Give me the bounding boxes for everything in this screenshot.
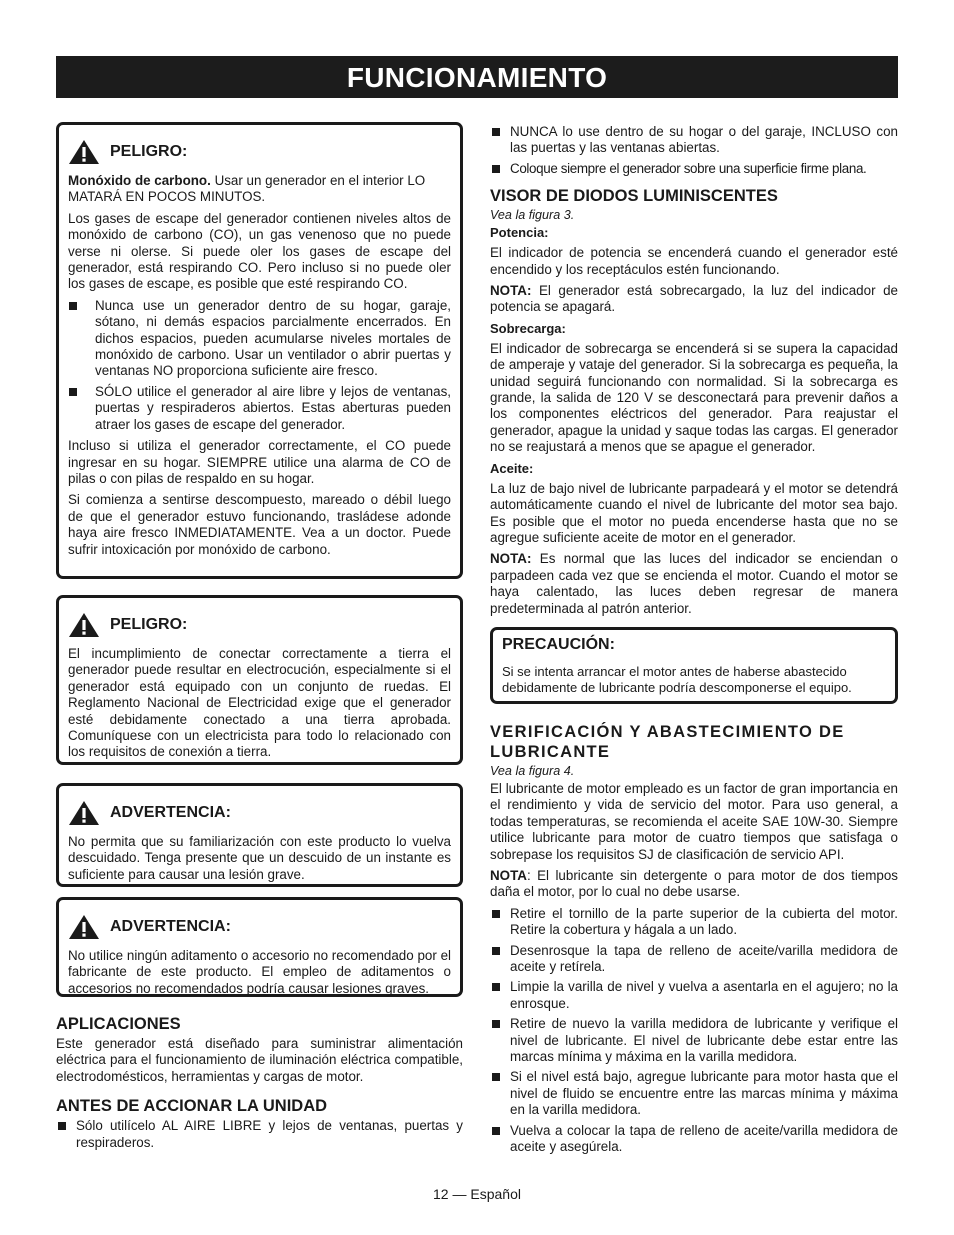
section-heading-before-operating: ANTES DE ACCIONAR LA UNIDAD <box>56 1097 328 1116</box>
bullet-list <box>68 298 451 433</box>
list-item <box>68 384 451 433</box>
bullet-square-icon <box>492 1020 500 1028</box>
list-item <box>490 1123 898 1156</box>
list-item <box>490 906 898 939</box>
note-text: El generador está sobrecargado, la luz del indicador de potencia se apagará. <box>490 283 898 315</box>
list-item <box>68 298 451 380</box>
bullet-square-icon <box>492 983 500 991</box>
list-item-text: Retire de nuevo la varilla medidora de lubricante y verifique el nivel de lubricante. El nivel de lubricante debe estar entre las marcas mínima y máxima en la varilla medidora. <box>510 1016 898 1065</box>
bullet-square-icon <box>69 302 77 310</box>
list-item <box>490 1069 898 1118</box>
bullet-square-icon <box>492 165 500 173</box>
note-label: NOTA: <box>490 551 532 567</box>
paragraph: El lubricante de motor empleado es un factor de gran importancia en el rendimiento y vida de servicio del motor. Para uso general, a todas temperaturas, se recomienda el aceite SAE 10W-30. Siempre utilice lubricante para motor de cuatro tiempos que satisfaga o sobrepase los requisitos SJ de clasificación de servicio API. <box>490 780 898 862</box>
section-heading-oil-check: VERIFICACIÓN Y ABASTECIMIENTO DE LUBRICANTE <box>490 722 845 761</box>
bullet-square-icon <box>492 947 500 955</box>
right-column <box>490 124 898 1160</box>
note <box>490 283 898 316</box>
danger-box-carbon-monoxide <box>56 122 463 579</box>
warning-triangle-icon <box>68 139 100 165</box>
list-item <box>490 124 898 157</box>
note-text: Es normal que las luces del indicador se enciendan o parpadeen cada vez que se encienda el motor. Cuando el motor se haya calentado, las luces deben regresar de manera predeterminada al patrón anterior. <box>490 551 898 616</box>
paragraph: Los gases de escape del generador contienen niveles altos de monóxido de carbono (CO), un gas venenoso que no puede verse ni olerse. Si puede oler los gases de escape del generador, está respirando CO. Pero incluso si no puede oler los gases de escape, es posible que esté respirando CO. <box>68 210 451 292</box>
bullet-square-icon <box>492 910 500 918</box>
left-column <box>56 122 463 1156</box>
warning-title: ADVERTENCIA: <box>110 804 231 821</box>
section-heading-led-display: VISOR DE DIODOS LUMINISCENTES <box>490 187 778 206</box>
paragraph: Si comienza a sentirse descompuesto, mareado o débil luego de que el generador estuvo funcionando, trasládese adonde haya aire fresco INMEDIATAMENTE. Vea a un doctor. Puede sufrir intoxicación por monóxido de carbono. <box>68 492 451 557</box>
danger-title: PELIGRO: <box>110 143 188 160</box>
warning-title: ADVERTENCIA: <box>110 918 231 935</box>
bullet-square-icon <box>492 1127 500 1135</box>
note-label: NOTA <box>490 867 527 883</box>
paragraph: Incluso si utiliza el generador correctamente, el CO puede ingresar en su hogar. SIEMPRE utilice una alarma de CO de pilas o con pilas de respaldo en su hogar. <box>68 438 451 486</box>
list-item-text: Vuelva a colocar la tapa de relleno de aceite/varilla medidora de aceite y asegúrela. <box>510 1122 898 1155</box>
text: Usar un generador en el interior LO MATARÁ EN POCOS MINUTOS. <box>68 173 426 205</box>
warning-triangle-icon <box>68 800 100 826</box>
bold-lead: Monóxido de carbono. <box>68 173 211 188</box>
list-item-text: Retire el tornillo de la parte superior de la cubierta del motor. Retire la cobertura y hágala a un lado. <box>510 905 898 938</box>
list-item-text: SÓLO utilice el generador al aire libre y lejos de ventanas, puertas y respiraderos abiertos. Estas aberturas pueden atraer los gases de escape del generador. <box>95 383 451 432</box>
page-footer: 12 — Español <box>433 1186 521 1202</box>
warning-box-header <box>68 800 451 826</box>
warning-triangle-icon <box>68 914 100 940</box>
warning-box-accessories <box>56 897 463 997</box>
note <box>490 868 898 901</box>
warning-triangle-icon <box>68 612 100 638</box>
caution-title: PRECAUCIÓN: <box>502 635 615 653</box>
bullet-list <box>490 124 898 177</box>
bullet-square-icon <box>492 1073 500 1081</box>
warning-box-familiarization <box>56 783 463 887</box>
list-item <box>490 979 898 1012</box>
paragraph: Este generador está diseñado para suministrar alimentación eléctrica para el funcionamiento de iluminación eléctrica compatible, electrodomésticos, herramientas y cargas de motor. <box>56 1036 463 1084</box>
bullet-square-icon <box>58 1122 66 1130</box>
danger-title: PELIGRO: <box>110 616 188 633</box>
bullet-square-icon <box>69 388 77 396</box>
paragraph: El indicador de potencia se encenderá cuando el generador esté encendido y los receptáculos estén funcionando. <box>490 245 898 277</box>
figure-reference: Vea la figura 4. <box>490 763 575 778</box>
paragraph: El indicador de sobrecarga se encenderá si se supera la capacidad de amperaje y vataje del generador. Si la sobrecarga es pequeña, la unidad seguirá funcionando con normalidad. Si la sobrecarga es grande, la salida de 120 V se desconectará para prevenir daños a los componentes eléctricos del generador. Para reajustar el generador, apague la unidad y saque todas las cargas. El generador no se reajustará a menos que se apague el generador. <box>490 340 898 455</box>
paragraph: Si se intenta arrancar el motor antes de haberse abastecido debidamente de lubricante podría descomponerse el equipo. <box>502 663 852 696</box>
paragraph: No permita que su familiarización con este producto lo vuelva descuidado. Tenga presente que un descuido de un instante es suficiente para causar una lesión grave. <box>68 834 451 882</box>
figure-reference: Vea la figura 3. <box>490 208 575 223</box>
bullet-list <box>490 906 898 1156</box>
page-title: FUNCIONAMIENTO <box>56 56 898 98</box>
note-label: NOTA: <box>490 283 532 299</box>
list-item <box>490 161 898 177</box>
list-item-text: Sólo utilícelo AL AIRE LIBRE y lejos de ventanas, puertas y respiraderos. <box>76 1118 463 1150</box>
note <box>490 551 898 617</box>
list-item <box>490 1016 898 1065</box>
list-item-text: Limpie la varilla de nivel y vuelva a asentarla en el agujero; no la enrosque. <box>510 979 898 1011</box>
list-item-text: Coloque siempre el generador sobre una superficie firme plana. <box>510 160 867 176</box>
bullet-square-icon <box>492 128 500 136</box>
list-item <box>56 1118 463 1151</box>
carbon-monoxide-intro <box>68 173 451 206</box>
bullet-list <box>56 1118 463 1151</box>
note-text: : El lubricante sin detergente o para motor de dos tiempos daña el motor, por lo cual no debe usarse. <box>490 867 898 900</box>
list-item-text: NUNCA lo use dentro de su hogar o del garaje, INCLUSO con las puertas y las ventanas abiertas. <box>510 124 898 156</box>
danger-box-header <box>68 139 451 165</box>
paragraph: La luz de bajo nivel de lubricante parpadeará y el motor se detendrá automáticamente cuando el nivel de lubricante del motor sea bajo. Es posible que el motor no pueda encenderse hasta que no se agregue suficiente aceite de motor en el generador. <box>490 480 898 545</box>
list-item-text: Desenrosque la tapa de relleno de aceite/varilla medidora de aceite y retírela. <box>510 942 898 974</box>
section-heading-applications: APLICACIONES <box>56 1015 181 1033</box>
list-item-text: Nunca use un generador dentro de su hogar, garaje, sótano, ni demás espacios parcialmente encerrados. En dichos espacios, pueden acumularse niveles mortales de monóxido de carbono. Usar un ventilador o abrir puertas y ventanas NO proporciona suficiente aire fresco. <box>95 297 451 379</box>
label-power: Potencia: <box>490 225 549 241</box>
label-oil: Aceite: <box>490 460 534 476</box>
danger-box-header <box>68 612 451 638</box>
list-item-text: Si el nivel está bajo, agregue lubricante para motor hasta que el nivel de fluido se encuentre entre las marcas mínima y máxima en la varilla medidora. <box>510 1069 898 1118</box>
paragraph: No utilice ningún aditamento o accesorio no recomendado por el fabricante de este producto. El empleo de aditamentos o accesorios no recomendados podría causar lesiones graves. <box>68 948 451 996</box>
danger-box-grounding <box>56 595 463 765</box>
list-item <box>490 943 898 976</box>
paragraph: El incumplimiento de conectar correctamente a tierra el generador puede resultar en electrocución, especialmente si el generador está equipado con un conjunto de ruedas. El Reglamento Nacional de Electricidad exige que el generador esté debidamente conectado a una tierra aprobada. Comuníquese con un electricista para todo lo relacionado con los requisitos de conexión a tierra. <box>68 646 451 760</box>
caution-box-lubricant <box>490 627 898 704</box>
label-overload: Sobrecarga: <box>490 320 566 336</box>
warning-box-header <box>68 914 451 940</box>
